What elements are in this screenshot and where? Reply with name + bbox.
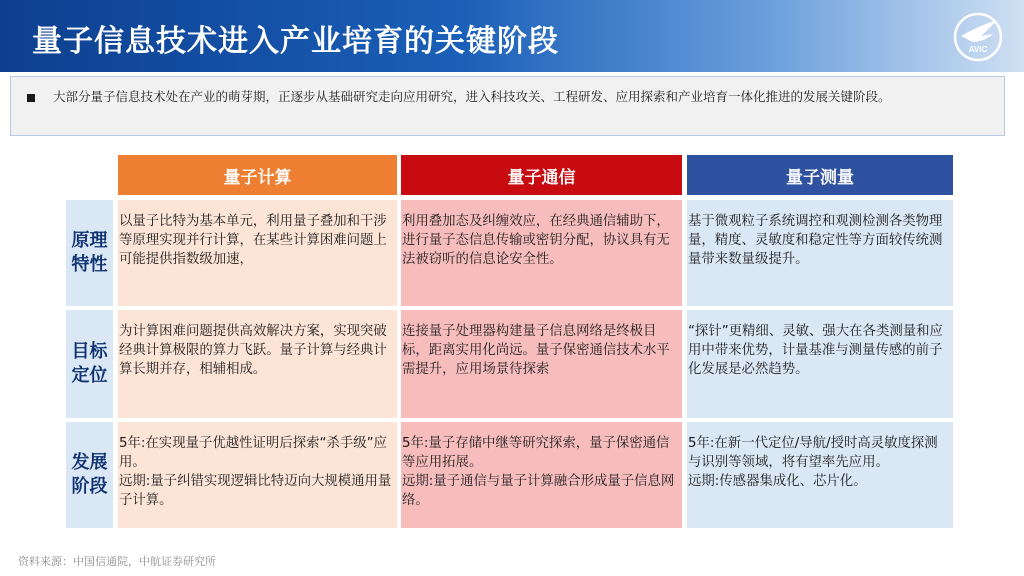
column-header-quantum-communication: 量子通信 [401, 155, 682, 195]
row-label-line: 特性 [71, 254, 108, 275]
row-label-line: 发展 [71, 452, 108, 473]
cell-text: 远期:量子纠错实现逻辑比特迈向大规模通用量子计算。 [119, 474, 392, 508]
table-cell [687, 200, 953, 306]
cell-text: 5年:在新一代定位/导航/授时高灵敏度探测与识别等领域，将有望率先应用。 [688, 436, 938, 470]
row-label-line: 目标 [71, 341, 108, 362]
row-label-line: 原理 [71, 230, 108, 251]
row-label-principles [66, 200, 113, 306]
cell-text: 利用叠加态及纠缠效应，在经典通信辅助下，进行量子态信息传输或密钥分配，协议具有无法被窃听的信息论安全性。 [402, 214, 670, 267]
row-label-line: 阶段 [71, 476, 108, 497]
table-cell [118, 310, 397, 418]
cell-text: 为计算困难问题提供高效解决方案，实现突破经典计算极限的算力飞跃。量子计算与经典计算长期并存，相辅相成。 [119, 324, 387, 377]
column-header-quantum-measurement: 量子测量 [687, 155, 953, 195]
avic-logo-icon [953, 12, 1003, 62]
source-note: 资料来源：中国信通院，中航证券研究所 [18, 555, 216, 568]
cell-text: 以量子比特为基本单元，利用量子叠加和干涉等原理实现并行计算，在某些计算困难问题上可能提供指数级加速， [119, 214, 387, 267]
intro-box [10, 76, 1005, 136]
column-header-quantum-computing: 量子计算 [118, 155, 397, 195]
logo-text: AVIC [968, 45, 988, 54]
row-label-goals [66, 310, 113, 418]
cell-text: 基于微观粒子系统调控和观测检测各类物理量，精度、灵敏度和稳定性等方面较传统测量带来数量级提升。 [688, 214, 943, 267]
table-cell [401, 310, 682, 418]
cell-text: 远期:量子通信与量子计算融合形成量子信息网络。 [402, 474, 675, 508]
table-cell [687, 310, 953, 418]
intro-text: 大部分量子信息技术处在产业的萌芽期，正逐步从基础研究走向应用研究，进入科技攻关、工程研发、应用探索和产业培育一体化推进的发展关键阶段。 [53, 89, 891, 104]
bullet-square-icon [27, 94, 35, 102]
row-label-line: 定位 [71, 365, 108, 386]
cell-text: “探针”更精细、灵敏、强大在各类测量和应用中带来优势，计量基准与测量传感的前子化发展是必然趋势。 [688, 324, 943, 377]
header-banner [0, 0, 1024, 72]
table-cell [687, 422, 953, 528]
table-cell [118, 200, 397, 306]
table-cell [401, 422, 682, 528]
page-title: 量子信息技术进入产业培育的关键阶段 [32, 24, 559, 59]
table-cell [118, 422, 397, 528]
table-cell [401, 200, 682, 306]
cell-text: 远期:传感器集成化、芯片化。 [688, 474, 867, 489]
cell-text: 5年:在实现量子优越性证明后探索“杀手级”应用。 [119, 436, 387, 470]
cell-text: 5年:量子存储中继等研究探索，量子保密通信等应用拓展。 [402, 436, 670, 470]
cell-text: 连接量子处理器构建量子信息网络是终极目标，距离实用化尚远。量子保密通信技术水平需提升，应用场景待探索 [402, 324, 670, 377]
row-label-stages [66, 422, 113, 528]
